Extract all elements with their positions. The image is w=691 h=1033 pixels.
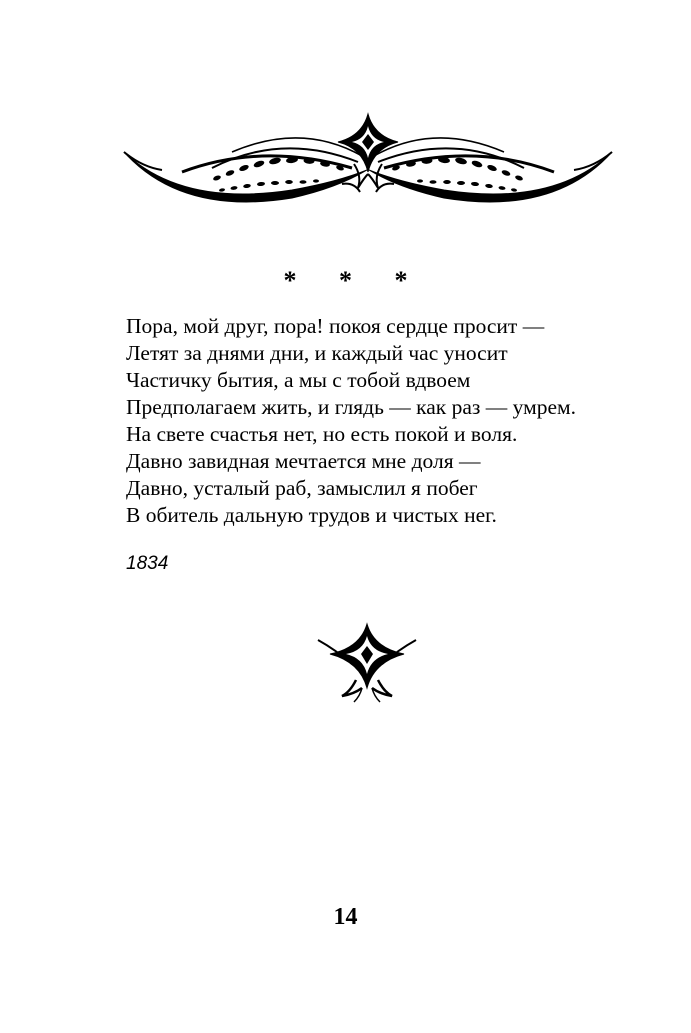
poem-line: Частичку бытия, а мы с тобой вдвоем xyxy=(126,368,471,392)
poem-year: 1834 xyxy=(126,553,169,574)
poem-stanza xyxy=(126,313,576,529)
poem-line: Летят за днями дни, и каждый час уносит xyxy=(126,341,508,365)
poem-line: Давно завидная мечтается мне доля — xyxy=(126,449,481,473)
section-divider-asterisks: * * * xyxy=(283,266,426,295)
poem-line: Пора, мой друг, пора! покоя сердце просит — xyxy=(126,314,545,338)
footer-ornament-icon xyxy=(316,622,418,704)
poem-line: Давно, усталый раб, замыслил я побег xyxy=(126,476,478,500)
header-ornament-icon xyxy=(122,112,614,212)
poem-line: На свете счастья нет, но есть покой и воля. xyxy=(126,422,518,446)
page-number: 14 xyxy=(333,904,358,930)
poem-line: Предполагаем жить, и глядь — как раз — умрем. xyxy=(126,395,576,419)
poem-line: В обитель дальную трудов и чистых нег. xyxy=(126,503,497,527)
